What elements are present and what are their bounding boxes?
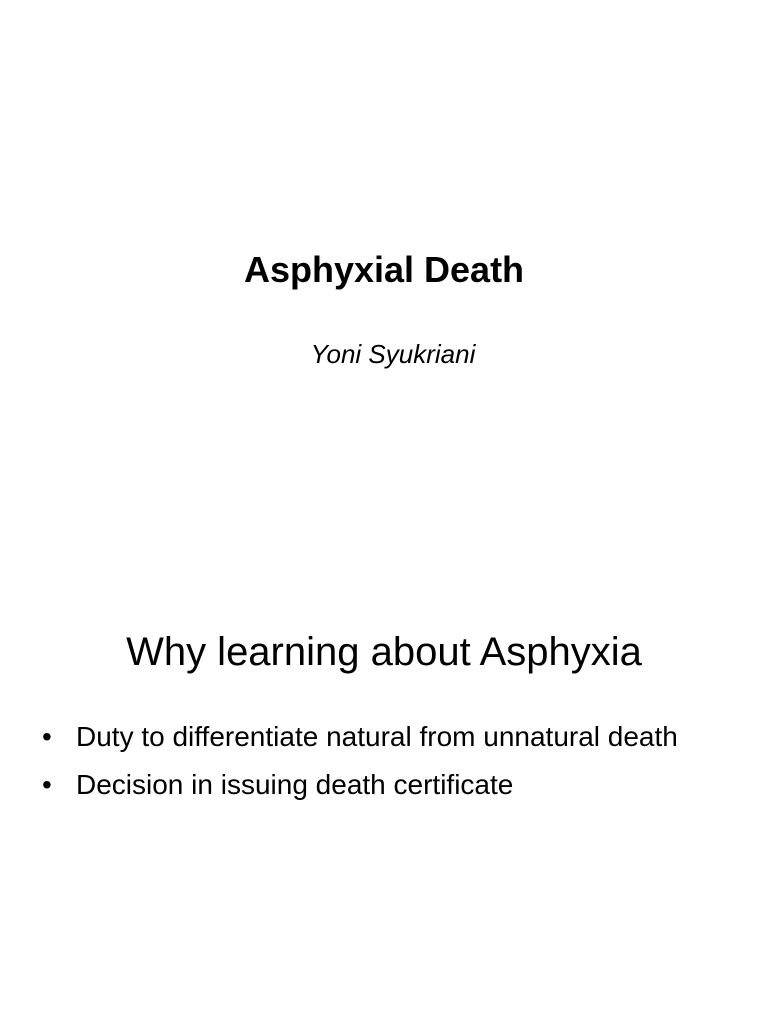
content-slide: [0, 576, 768, 1024]
bullet-item: [40, 766, 730, 804]
bullet-item: [40, 718, 730, 756]
bullet-dot-icon: •: [42, 769, 52, 800]
bullet-list: [40, 718, 730, 814]
slide-author: Yoni Syukriani: [310, 339, 476, 369]
content-slide-title: Why learning about Asphyxia: [126, 630, 642, 674]
bullet-dot-icon: •: [42, 721, 52, 752]
bullet-text: Decision in issuing death certificate: [76, 769, 514, 800]
slide-title: Asphyxial Death: [243, 249, 525, 290]
bullet-text: Duty to differentiate natural from unnatural death: [76, 721, 678, 752]
